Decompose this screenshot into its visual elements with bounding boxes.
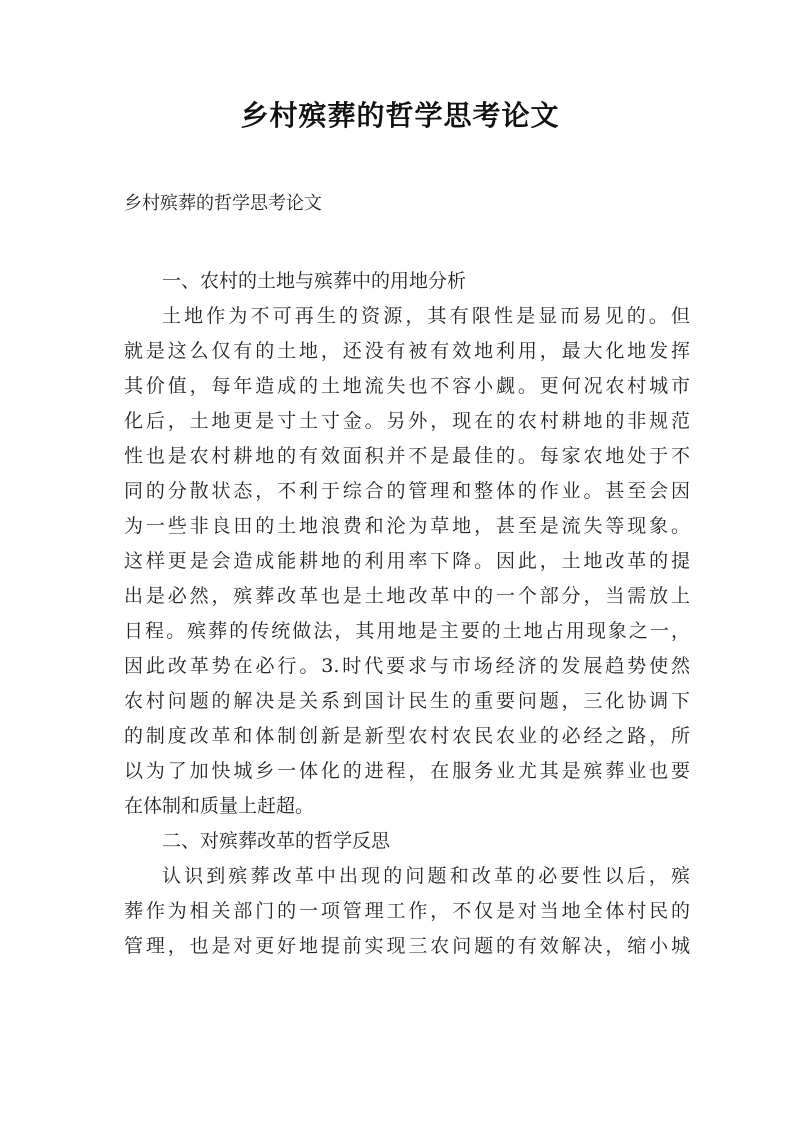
paragraph-line: 日程。殡葬的传统做法，其用地是主要的土地占用现象之一， [124, 620, 690, 642]
section-heading-2: 二、对殡葬改革的哲学反思 [162, 830, 391, 852]
section-heading-1: 一、农村的土地与殡葬中的用地分析 [162, 270, 467, 292]
paragraph-line: 化后，土地更是寸土寸金。另外，现在的农村耕地的非规范 [124, 410, 690, 432]
paragraph-line: 因此改革势在必行。3.时代要求与市场经济的发展趋势使然 [124, 655, 690, 677]
paragraph-line: 性也是农村耕地的有效面积并不是最佳的。每家农地处于不 [124, 445, 690, 467]
paragraph-line: 土地作为不可再生的资源，其有限性是显而易见的。但 [162, 305, 690, 327]
paragraph-line: 的制度改革和体制创新是新型农村农民农业的必经之路，所 [124, 725, 690, 747]
document-subtitle: 乡村殡葬的哲学思考论文 [124, 193, 322, 214]
paragraph-line: 在体制和质量上赶超。 [124, 795, 315, 817]
paragraph-line: 葬作为相关部门的一项管理工作，不仅是对当地全体村民的 [124, 900, 690, 922]
document-title: 乡村殡葬的哲学思考论文 [240, 99, 560, 132]
paragraph-line: 以为了加快城乡一体化的进程，在服务业尤其是殡葬业也要 [124, 760, 690, 782]
paragraph-line: 就是这么仅有的土地，还没有被有效地利用，最大化地发挥 [124, 340, 690, 362]
paragraph-line: 出是必然，殡葬改革也是土地改革中的一个部分，当需放上 [124, 585, 690, 607]
paragraph-line: 同的分散状态，不利于综合的管理和整体的作业。甚至会因 [124, 480, 690, 502]
paragraph-line: 这样更是会造成能耕地的利用率下降。因此，土地改革的提 [124, 550, 690, 572]
paragraph-line: 认识到殡葬改革中出现的问题和改革的必要性以后，殡 [162, 865, 690, 887]
document-body [124, 264, 694, 964]
paragraph-line: 为一些非良田的土地浪费和沦为草地，甚至是流失等现象。 [124, 515, 690, 537]
paragraph-line: 其价值，每年造成的土地流失也不容小觑。更何况农村城市 [124, 375, 690, 397]
paragraph-line: 管理，也是对更好地提前实现三农问题的有效解决，缩小城 [124, 935, 690, 957]
paragraph-line: 农村问题的解决是关系到国计民生的重要问题，三化协调下 [124, 690, 690, 712]
